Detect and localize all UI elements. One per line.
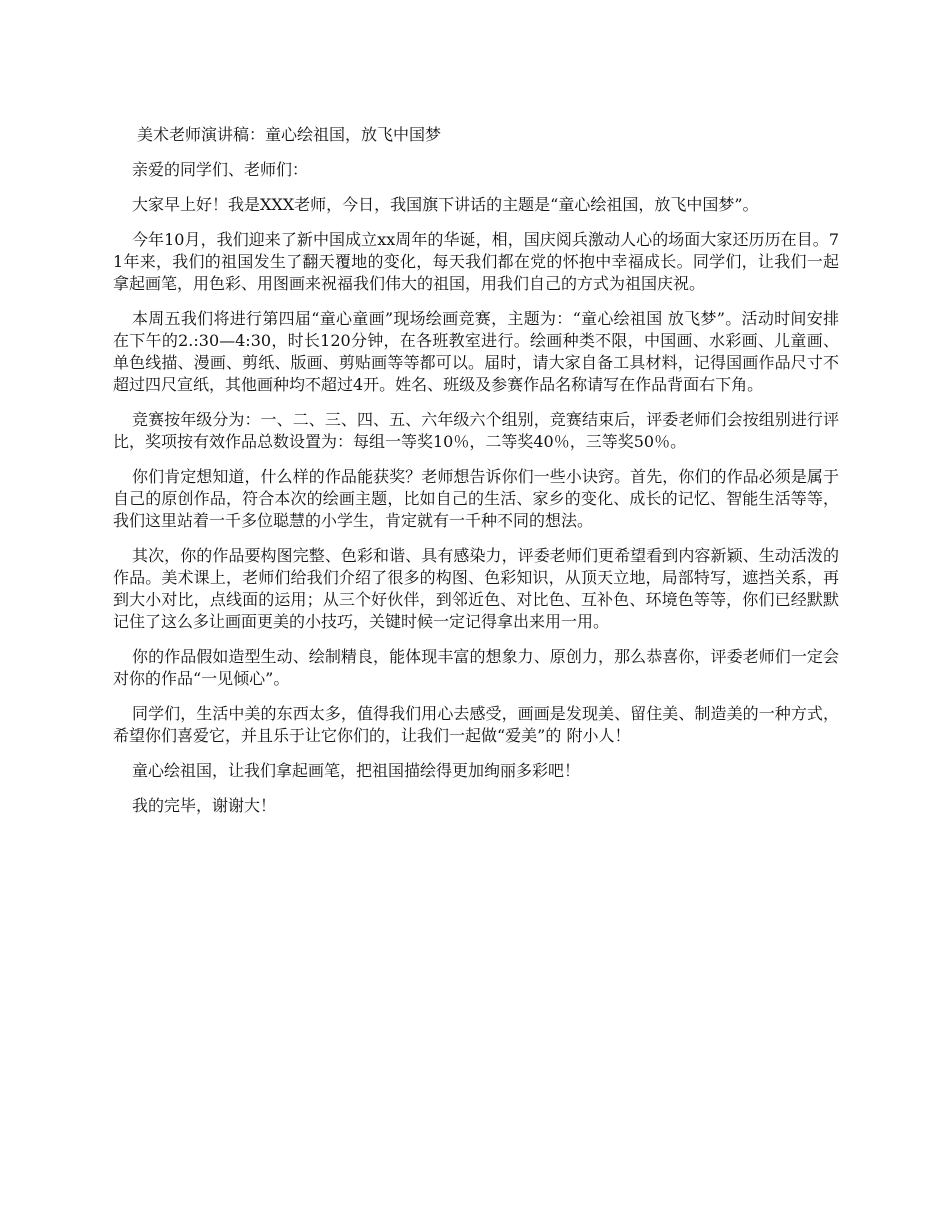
paragraph-anniversary: 今年10月，我们迎来了新中国成立xx周年的华诞，相，国庆阅兵激动人心的场面大家还历历在目。71年来，我们的祖国发生了翻天覆地的变化，每天我们都在党的怀抱中幸福成长。同学们，让我们一起拿起画笔，用色彩、用图画来祝福我们伟大的祖国，用我们自己的方式为祖国庆祝。 <box>113 230 839 293</box>
paragraph-tips-imagination: 你的作品假如造型生动、绘制精良，能体现丰富的想象力、原创力，那么恭喜你，评委老师们一定会对你的作品“一见倾心”。 <box>113 647 839 688</box>
salutation: 亲爱的同学们、老师们： <box>132 160 309 179</box>
paragraph-discover-beauty: 同学们，生活中美的东西太多，值得我们用心去感受，画画是发现美、留住美、制造美的一种方式，希望你们喜爱它，并且乐于让它你们的，让我们一起做“爱美”的 附小人！ <box>113 704 839 745</box>
paragraph-tips-originality: 你们肯定想知道，什么样的作品能获奖？老师想告诉你们一些小诀窍。首先，你们的作品必须是属于自己的原创作品，符合本次的绘画主题，比如自己的生活、家乡的变化、成长的记忆、智能生活等等，我们这里站着一千多位聪慧的小学生，肯定就有一千种不同的想法。 <box>113 467 839 530</box>
paragraph-call-to-action: 童心绘祖国，让我们拿起画笔，把祖国描绘得更加绚丽多彩吧！ <box>132 761 581 780</box>
paragraph-award-settings: 竞赛按年级分为：一、二、三、四、五、六年级六个组别，竞赛结束后，评委老师们会按组别进行评比，奖项按有效作品总数设置为：每组一等奖10％，二等奖40％，三等奖50％。 <box>113 410 839 451</box>
paragraph-contest-info: 本周五我们将进行第四届“童心童画”现场绘画竞赛，主题为：“童心绘祖国 放飞梦”。活动时间安排在下午的2.:30—4:30，时长120分钟，在各班教室进行。绘画种类不限，中国画、水彩画、儿童画、单色线描、漫画、剪纸、版画、剪贴画等等都可以。届时，请大家自备工具材料，记得国画作品尺寸不超过四尺宣纸，其他画种均不超过4开。姓名、班级及参赛作品名称请写在作品背面右下角。 <box>113 309 839 394</box>
document-body <box>113 124 839 830</box>
paragraph-tips-composition: 其次，你的作品要构图完整、色彩和谐、具有感染力，评委老师们更希望看到内容新颖、生动活泼的作品。美术课上，老师们给我们介绍了很多的构图、色彩知识，从顶天立地，局部特写，遮挡关系，再到大小对比，点线面的运用；从三个好伙伴，到邻近色、对比色、互补色、环境色等等，你们已经默默记住了这么多让画面更美的小技巧，关键时候一定记得拿出来用一用。 <box>113 546 839 631</box>
document-title: 美术老师演讲稿：童心绘祖国，放飞中国梦 <box>137 125 442 144</box>
paragraph-greeting: 大家早上好！我是XXX老师，今日，我国旗下讲话的主题是“童心绘祖国，放飞中国梦”。 <box>132 195 759 214</box>
paragraph-closing: 我的完毕，谢谢大！ <box>132 796 277 815</box>
